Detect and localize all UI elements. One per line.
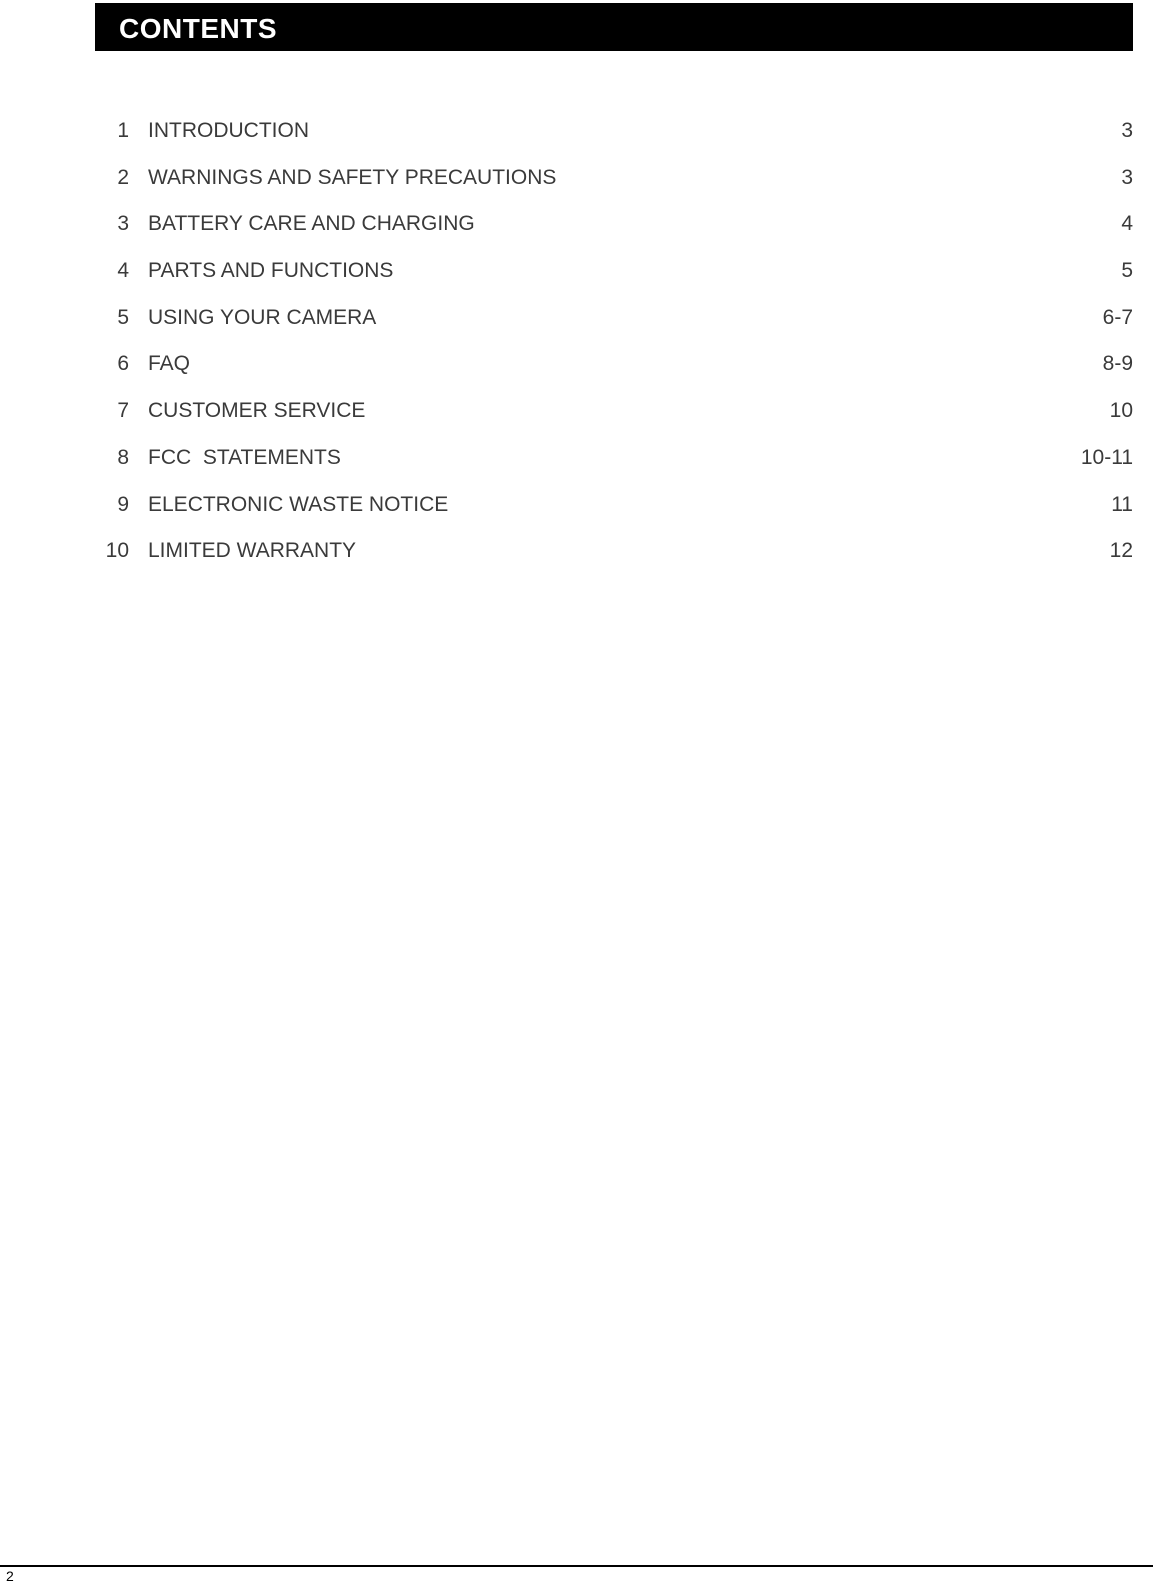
toc-entry-page: 6-7 <box>1102 305 1133 329</box>
toc-entry-title: FAQ <box>148 352 191 376</box>
toc-entry-title: WARNINGS AND SAFETY PRECAUTIONS <box>148 165 557 189</box>
toc-entry-page: 10-11 <box>1080 445 1133 469</box>
toc-entry-page: 4 <box>1121 212 1133 236</box>
toc-entry-title: USING YOUR CAMERA <box>148 305 377 329</box>
toc-entry-number: 5 <box>117 305 129 329</box>
toc-entry-title: INTRODUCTION <box>148 119 309 142</box>
toc-entry-title: PARTS AND FUNCTIONS <box>148 259 394 283</box>
toc-entry-title: FCC STATEMENTS <box>148 445 341 469</box>
toc-entry-number: 1 <box>117 119 129 142</box>
toc-entry-fcc[interactable] <box>95 435 1133 482</box>
toc-entry-number: 6 <box>117 352 129 376</box>
toc-entry-page: 10 <box>1109 399 1133 423</box>
toc-entry-battery[interactable] <box>95 201 1133 248</box>
toc-entry-parts[interactable] <box>95 248 1133 295</box>
toc-entry-number: 4 <box>117 259 129 283</box>
toc-entry-number: 10 <box>105 539 129 563</box>
toc-entry-introduction[interactable] <box>95 108 1133 155</box>
toc-entry-title: CUSTOMER SERVICE <box>148 399 366 423</box>
toc-entry-page: 3 <box>1121 119 1133 142</box>
header-bar <box>95 3 1133 51</box>
toc-entry-page: 3 <box>1121 165 1133 189</box>
toc-entry-number: 3 <box>117 212 129 236</box>
toc-entry-customer-service[interactable] <box>95 388 1133 435</box>
page-title: CONTENTS <box>119 13 277 44</box>
page-number: 2 <box>6 1568 14 1584</box>
toc-entry-number: 7 <box>117 399 129 423</box>
toc-entry-title: BATTERY CARE AND CHARGING <box>148 212 475 236</box>
toc-entry-number: 9 <box>117 492 129 516</box>
toc-entry-warnings[interactable] <box>95 155 1133 202</box>
toc-entry-using-camera[interactable] <box>95 295 1133 342</box>
toc-entry-page: 11 <box>1111 492 1133 516</box>
footer-divider <box>0 1565 1153 1567</box>
toc-entry-page: 5 <box>1121 259 1133 283</box>
toc-entry-waste-notice[interactable] <box>95 482 1133 529</box>
toc-entry-faq[interactable] <box>95 341 1133 388</box>
toc-entry-title: ELECTRONIC WASTE NOTICE <box>148 492 449 516</box>
toc-entry-number: 2 <box>117 165 129 189</box>
toc-entry-page: 12 <box>1109 539 1133 563</box>
table-of-contents <box>95 108 1133 575</box>
toc-entry-page: 8-9 <box>1102 352 1133 376</box>
toc-entry-number: 8 <box>117 445 129 469</box>
toc-entry-warranty[interactable] <box>95 528 1133 575</box>
toc-entry-title: LIMITED WARRANTY <box>148 539 357 563</box>
